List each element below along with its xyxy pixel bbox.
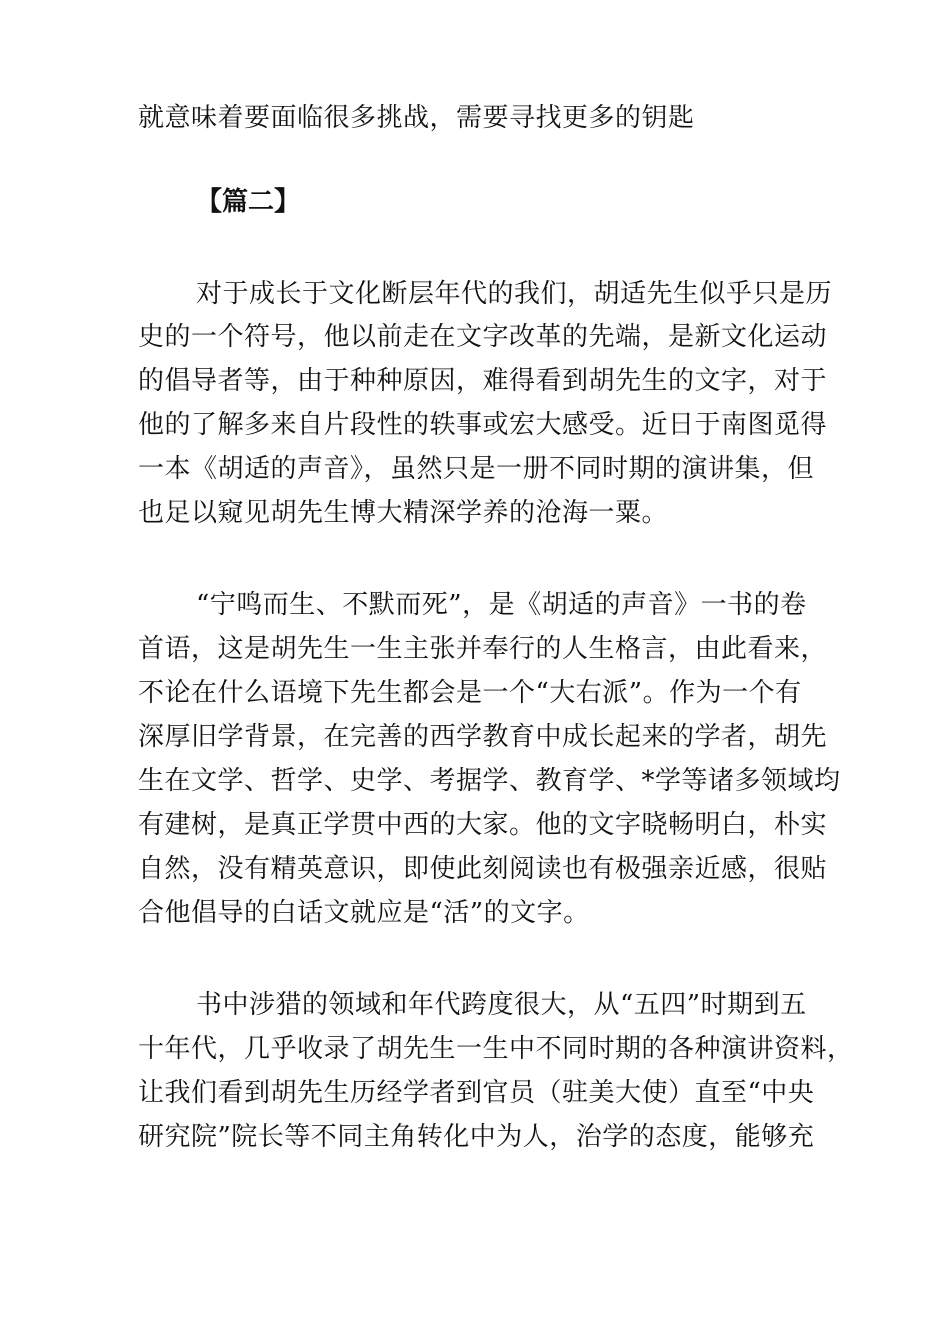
- paragraph-line: 的倡导者等，由于种种原因，难得看到胡先生的文字，对于: [138, 366, 828, 396]
- paragraph-line: 自然，没有精英意识，即使此刻阅读也有极强亲近感，很贴: [138, 854, 828, 884]
- paragraph-line: 让我们看到胡先生历经学者到官员（驻美大使）直至“中央: [138, 1078, 815, 1108]
- paragraph-line: 也足以窥见胡先生博大精深学养的沧海一粟。: [138, 498, 669, 528]
- paragraph-line: 对于成长于文化断层年代的我们，胡适先生似乎只是历: [196, 279, 833, 309]
- paragraph-line: 一本《胡适的声音》，虽然只是一册不同时期的演讲集，但: [138, 454, 815, 484]
- paragraph-line: 他的了解多来自片段性的轶事或宏大感受。近日于南图觅得: [138, 410, 828, 440]
- paragraph-line: 研究院”院长等不同主角转化中为人，治学的态度，能够充: [138, 1122, 815, 1152]
- paragraph-line: 合他倡导的白话文就应是“活”的文字。: [138, 898, 590, 928]
- paragraph-line: 首语，这是胡先生一生主张并奉行的人生格言，由此看来，: [138, 634, 828, 664]
- paragraph-line: 不论在什么语境下先生都会是一个“大右派”。作为一个有: [138, 678, 802, 708]
- paragraph-line: 十年代，几乎收录了胡先生一生中不同时期的各种演讲资料，: [138, 1034, 854, 1064]
- paragraph-line: 书中涉猎的领域和年代跨度很大，从“五四”时期到五: [196, 990, 807, 1020]
- paragraph-line: 生在文学、哲学、史学、考据学、教育学、*学等诸多领域均: [138, 766, 841, 796]
- intro-line: 就意味着要面临很多挑战，需要寻找更多的钥匙: [138, 103, 695, 133]
- paragraph-line: 史的一个符号，他以前走在文字改革的先端，是新文化运动: [138, 322, 828, 352]
- section-heading: 【篇二】: [196, 187, 301, 217]
- paragraph-line: “宁鸣而生、不默而死”，是《胡适的声音》一书的卷: [196, 590, 807, 620]
- paragraph-line: 有建树，是真正学贯中西的大家。他的文字晓畅明白，朴实: [138, 810, 828, 840]
- paragraph-line: 深厚旧学背景，在完善的西学教育中成长起来的学者，胡先: [138, 722, 828, 752]
